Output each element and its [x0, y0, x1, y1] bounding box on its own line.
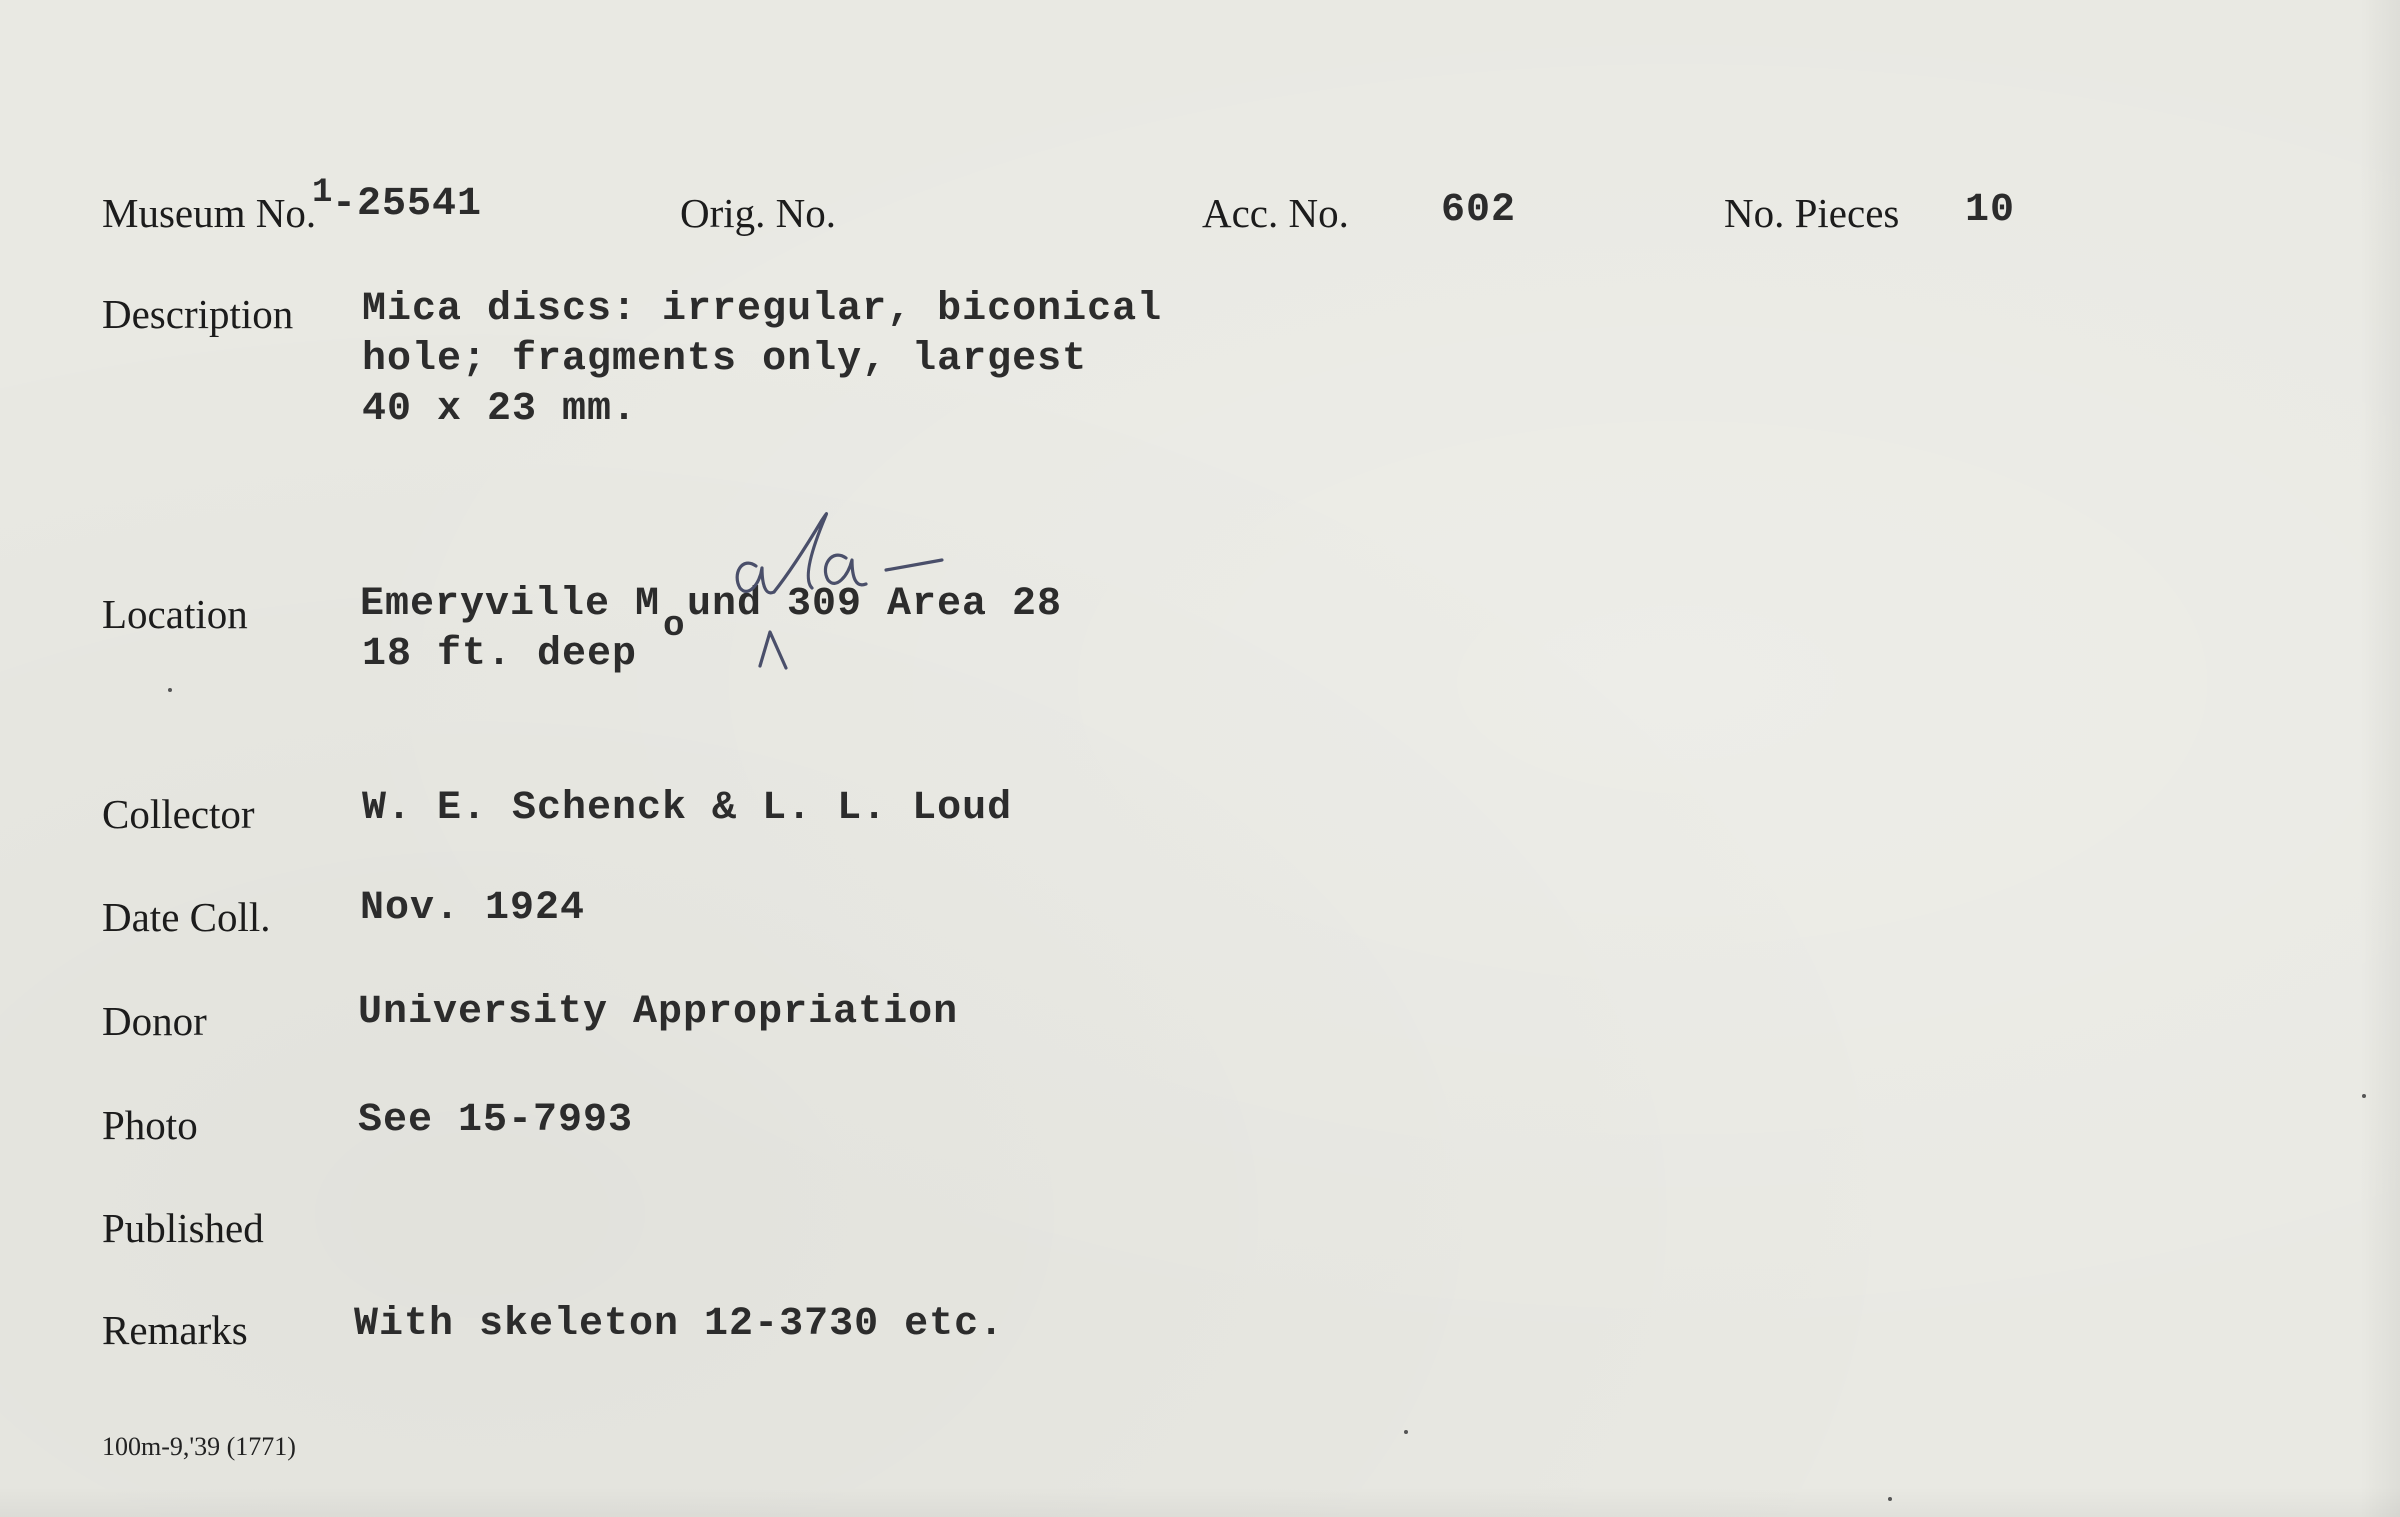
no-pieces-value: 10: [1965, 188, 2016, 233]
description-line: Mica discs: irregular, biconical: [362, 287, 1163, 332]
card-speck: [1404, 1430, 1408, 1434]
orig-no-label: Orig. No.: [680, 190, 837, 236]
location-line-2: 18 ft. deep: [362, 632, 638, 677]
card-speck: [168, 688, 172, 692]
card-speck: [2362, 1094, 2366, 1098]
description-label: Description: [102, 291, 294, 337]
photo-value: See 15-7993: [358, 1098, 634, 1143]
donor-value: University Appropriation: [358, 990, 959, 1035]
location-line-1a: Emeryville M: [360, 582, 661, 627]
card-speck: [1888, 1497, 1892, 1501]
remarks-label: Remarks: [102, 1307, 248, 1353]
description-line: hole; fragments only, largest: [362, 337, 1088, 382]
acc-no-value: 602: [1441, 188, 1517, 233]
museum-no-label: Museum No.: [102, 190, 317, 236]
remarks-value: With skeleton 12-3730 etc.: [354, 1302, 1005, 1347]
donor-label: Donor: [102, 998, 207, 1044]
location-subscript-o: o: [663, 605, 685, 646]
location-line-1b: und 309 Area 28: [687, 582, 1063, 627]
acc-no-label: Acc. No.: [1202, 190, 1349, 236]
collector-value: W. E. Schenck & L. L. Loud: [362, 786, 1013, 831]
date-coll-label: Date Coll.: [102, 894, 271, 940]
no-pieces-label: No. Pieces: [1724, 190, 1900, 236]
date-coll-value: Nov. 1924: [360, 886, 586, 931]
museum-no-prefix: 1: [312, 174, 334, 212]
museum-no-value: -25541: [332, 182, 483, 227]
published-label: Published: [102, 1205, 264, 1251]
photo-label: Photo: [102, 1102, 198, 1148]
description-line: 40 x 23 mm.: [362, 387, 638, 432]
location-label: Location: [102, 591, 248, 637]
collector-label: Collector: [102, 791, 255, 837]
printer-imprint: 100m-9,'39 (1771): [102, 1432, 296, 1461]
